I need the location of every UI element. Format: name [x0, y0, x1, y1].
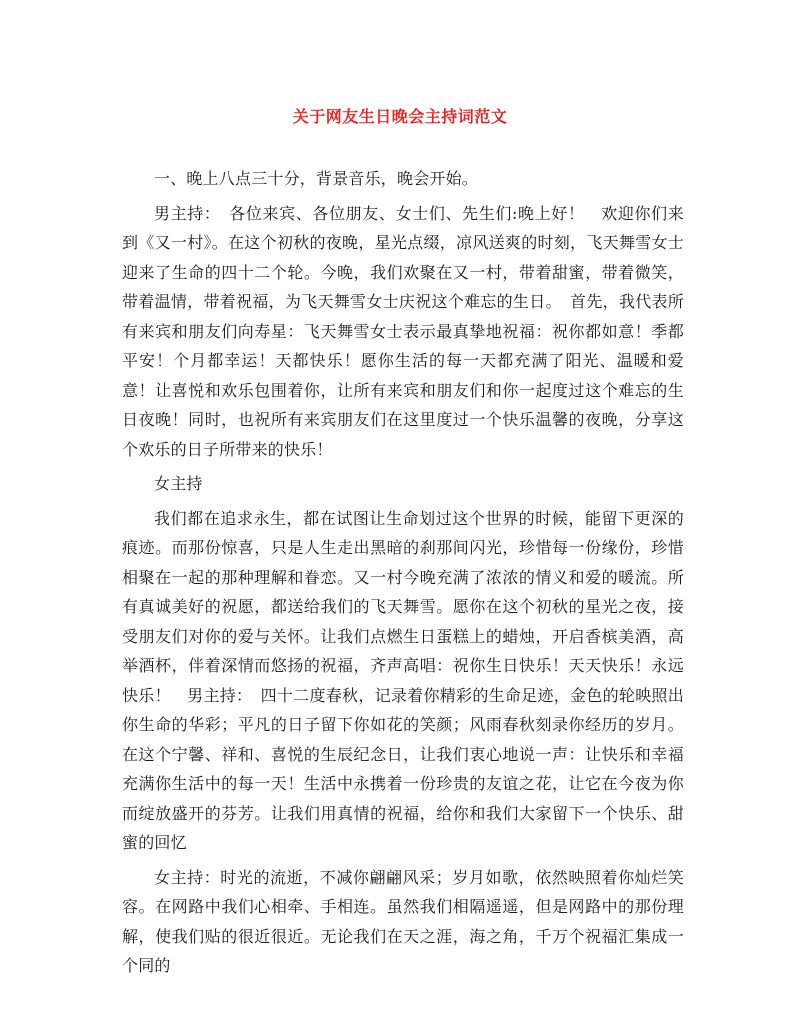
- document-title: 关于网友生日晚会主持词范文: [292, 107, 508, 126]
- paragraph-intro: 一、晚上八点三十分，背景音乐，晚会开始。: [154, 169, 479, 188]
- document-body: [122, 164, 684, 981]
- paragraph-male-host-1: 男主持： 各位来宾、各位朋友、女士们、先生们:晚上好！ 欢迎你们来到《又一村》。在这个初秋的夜晚，星光点缀，凉风送爽的时刻，飞天舞雪女士迎来了生命的四十二个轮。今晚，我们欢聚在又一村，带着甜蜜，带着微笑，带着温情，带着祝福，为飞天舞雪女士庆祝这个难忘的生日。 首先，我代表所有来宾和朋友们向寿星：飞天舞雪女士表示最真挚地祝福：祝你都如意！季都平安！个月都幸运！天都快乐！愿你生活的每一天都充满了阳光、温暖和爱意！让喜悦和欢乐包围着你，让所有来宾和朋友们和你一起度过这个难忘的生日夜晚！同时，也祝所有来宾朋友们在这里度过一个快乐温馨的夜晚，分享这个欢乐的日子所带来的快乐！: [122, 203, 684, 459]
- paragraph-female-host-2: 女主持：时光的流逝，不减你翩翩风采；岁月如歌，依然映照着你灿烂笑容。在网路中我们心相牵、手相连。虽然我们相隔遥遥，但是网路中的那份理解，使我们贴的很近很近。无论我们在天之涯，海之角，千万个祝福汇集成一个同的: [122, 867, 684, 975]
- paragraph-female-host-1: 我们都在追求永生，都在试图让生命划过这个世界的时候，能留下更深的痕迹。而那份惊喜，只是人生走出黑暗的刹那间闪光，珍惜每一份缘份，珍惜相聚在一起的那种理解和眷恋。又一村今晚充满了浓浓的情义和爱的暖流。所有真诚美好的祝愿，都送给我们的飞天舞雪。愿你在这个初秋的星光之夜，接受朋友们对你的爱与关怀。让我们点燃生日蛋糕上的蜡烛，开启香槟美酒，高举酒杯，伴着深情而悠扬的祝福，齐声高唱：祝你生日快乐！天天快乐！永远快乐！ 男主持： 四十二度春秋，记录着你精彩的生命足迹，金色的轮映照出你生命的华彩；平凡的日子留下你如花的笑颜；风雨春秋刻录你经历的岁月。在这个宁馨、祥和、喜悦的生辰纪念日，让我们衷心地说一声：让快乐和幸福充满你生活中的每一天！生活中永携着一份珍贵的友谊之花，让它在今夜为你而绽放盛开的芬芳。让我们用真情的祝福，给你和我们大家留下一个快乐、甜蜜的回忆: [122, 508, 684, 852]
- paragraph-female-host-label: 女主持: [154, 474, 203, 493]
